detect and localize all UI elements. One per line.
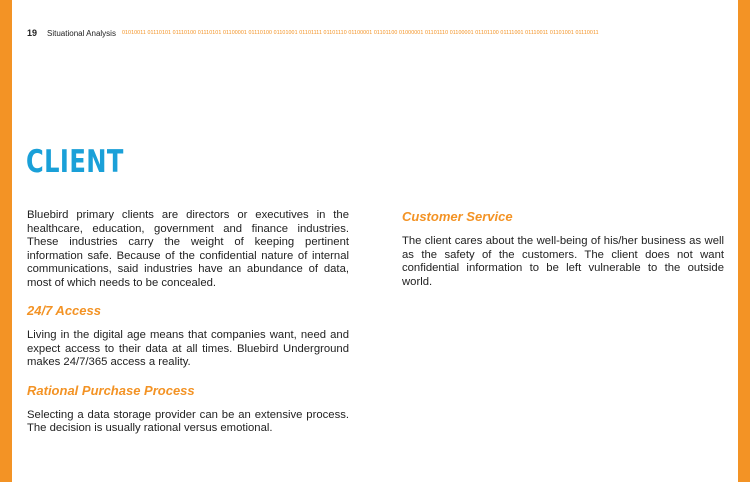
binary-decoration: 01010011 01110101 01110100 01110101 01100001 01110100 01101001 01101111 01101110 01100001 01101100 01000001 01101110 01100001 01101100 01111001 01110011 01101001 01110011 (121, 30, 599, 36)
page-title: CLIENT (26, 144, 124, 180)
page-number: 19 (27, 28, 38, 38)
access-paragraph: Living in the digital age means that companies want, need and expect access to their data at all times. Bluebird Underground makes 24/7/365 access a reality. (27, 329, 349, 368)
left-orange-border (0, 0, 12, 482)
section-name: Situational Analysis (47, 28, 116, 38)
left-column (27, 209, 349, 436)
right-orange-border (738, 0, 750, 482)
intro-paragraph: Bluebird primary clients are directors or executives in the healthcare, education, government and finance industries. These industries carry the weight of keeping pertinent information safe. Because of the confidential nature of internal communications, said industries have an abundance of data, most of which needs to be concealed. (27, 209, 349, 289)
access-heading: 24/7 Access (27, 303, 101, 318)
purchase-process-paragraph: Selecting a data storage provider can be an extensive process. The decision is usually rational versus emotional. (27, 408, 349, 434)
purchase-process-heading: Rational Purchase Process (27, 382, 195, 398)
customer-service-paragraph: The client cares about the well-being of his/her business as well as the safety of the customers. The client does not want confidential information to be left vulnerable to the outside world. (402, 235, 724, 288)
page-header (27, 27, 727, 39)
customer-service-heading: Customer Service (402, 209, 513, 224)
right-column (402, 209, 724, 289)
